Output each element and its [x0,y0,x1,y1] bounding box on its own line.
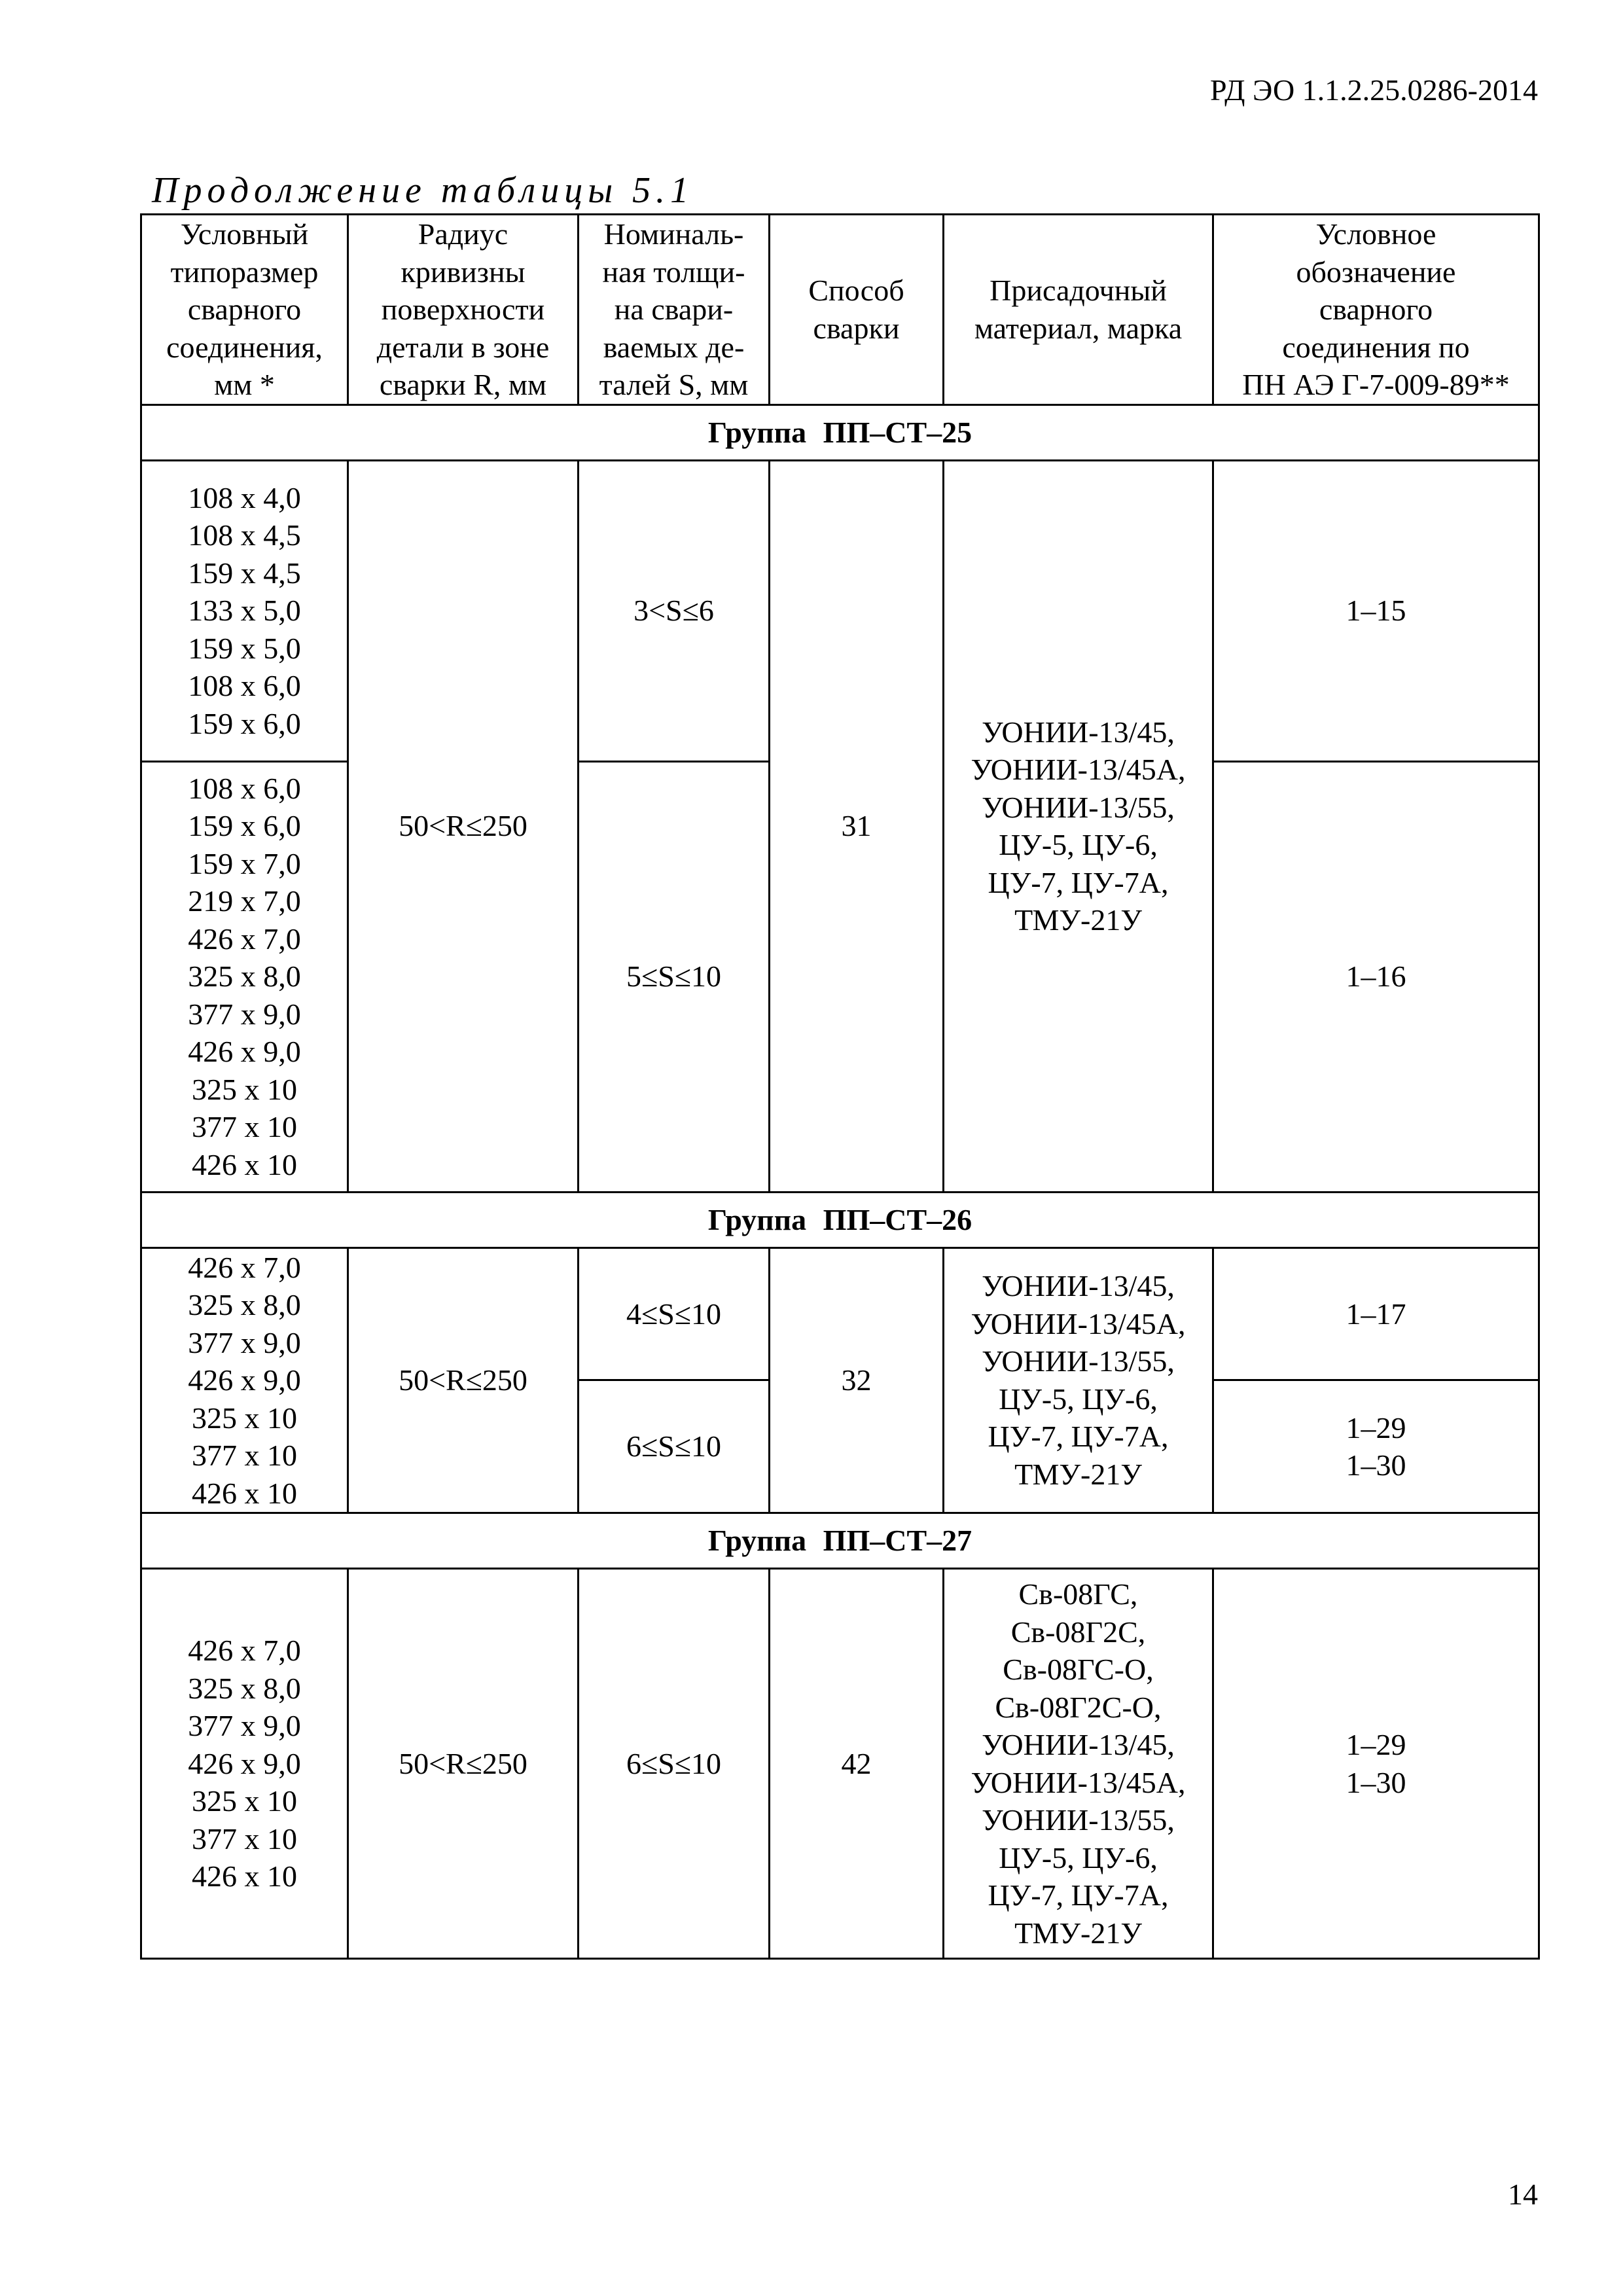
header-radius: Радиус кривизны поверхности детали в зоне сварки R, мм [348,215,579,405]
material-cell: Св-08ГС, Св-08Г2С, Св-08ГС-О, Св-08Г2С-О, УОНИИ-13/45, УОНИИ-13/45А, УОНИИ-13/55, ЦУ-5, ЦУ-6, ЦУ-7, ЦУ-7А, ТМУ-21У [944,1569,1213,1959]
header-size: Условный типоразмер сварного соединения, мм * [141,215,348,405]
group-row [141,1513,1539,1569]
material-cell: УОНИИ-13/45, УОНИИ-13/45А, УОНИИ-13/55, ЦУ-5, ЦУ-6, ЦУ-7, ЦУ-7А, ТМУ-21У [944,460,1213,1192]
page-number: 14 [1508,2178,1538,2211]
table-row [141,1569,1539,1959]
thickness-cell: 4≤S≤10 [579,1247,770,1380]
table-row [141,1247,1539,1380]
document-code: РД ЭО 1.1.2.25.0286-2014 [1210,73,1538,107]
size-cell: 108 x 4,0 108 x 4,5 159 x 4,5 133 x 5,0 159 x 5,0 108 x 6,0 159 x 6,0 [141,460,348,761]
group-title: Группа ПП–СТ–27 [141,1513,1539,1569]
group-title: Группа ПП–СТ–26 [141,1192,1539,1247]
table-row [141,460,1539,761]
size-cell: 108 x 6,0 159 x 6,0 159 x 7,0 219 x 7,0 426 x 7,0 325 x 8,0 377 x 9,0 426 x 9,0 325 x 10 377 x 10 426 x 10 [141,761,348,1192]
radius-cell: 50<R≤250 [348,460,579,1192]
welding-table [140,213,1538,1960]
radius-cell: 50<R≤250 [348,1569,579,1959]
designation-cell: 1–17 [1213,1247,1539,1380]
designation-cell: 1–16 [1213,761,1539,1192]
designation-cell: 1–29 1–30 [1213,1569,1539,1959]
group-row [141,404,1539,460]
thickness-cell: 5≤S≤10 [579,761,770,1192]
group-title: Группа ПП–СТ–25 [141,404,1539,460]
method-cell: 31 [770,460,944,1192]
header-material: Присадочный материал, марка [944,215,1213,405]
size-cell: 426 x 7,0 325 x 8,0 377 x 9,0 426 x 9,0 325 x 10 377 x 10 426 x 10 [141,1247,348,1513]
designation-cell: 1–29 1–30 [1213,1380,1539,1513]
table-continuation-caption: Продолжение таблицы 5.1 [152,170,694,211]
size-cell: 426 x 7,0 325 x 8,0 377 x 9,0 426 x 9,0 325 x 10 377 x 10 426 x 10 [141,1569,348,1959]
designation-cell: 1–15 [1213,460,1539,761]
table [140,213,1540,1960]
header-row [141,215,1539,405]
radius-cell: 50<R≤250 [348,1247,579,1513]
thickness-cell: 6≤S≤10 [579,1380,770,1513]
method-cell: 32 [770,1247,944,1513]
header-designation: Условное обозначение сварного соединения по ПН АЭ Г-7-009-89** [1213,215,1539,405]
material-cell: УОНИИ-13/45, УОНИИ-13/45А, УОНИИ-13/55, ЦУ-5, ЦУ-6, ЦУ-7, ЦУ-7А, ТМУ-21У [944,1247,1213,1513]
header-thickness: Номиналь- ная толщи- на свари- ваемых де- талей S, мм [579,215,770,405]
group-row [141,1192,1539,1247]
method-cell: 42 [770,1569,944,1959]
thickness-cell: 6≤S≤10 [579,1569,770,1959]
thickness-cell: 3<S≤6 [579,460,770,761]
header-method: Способ сварки [770,215,944,405]
